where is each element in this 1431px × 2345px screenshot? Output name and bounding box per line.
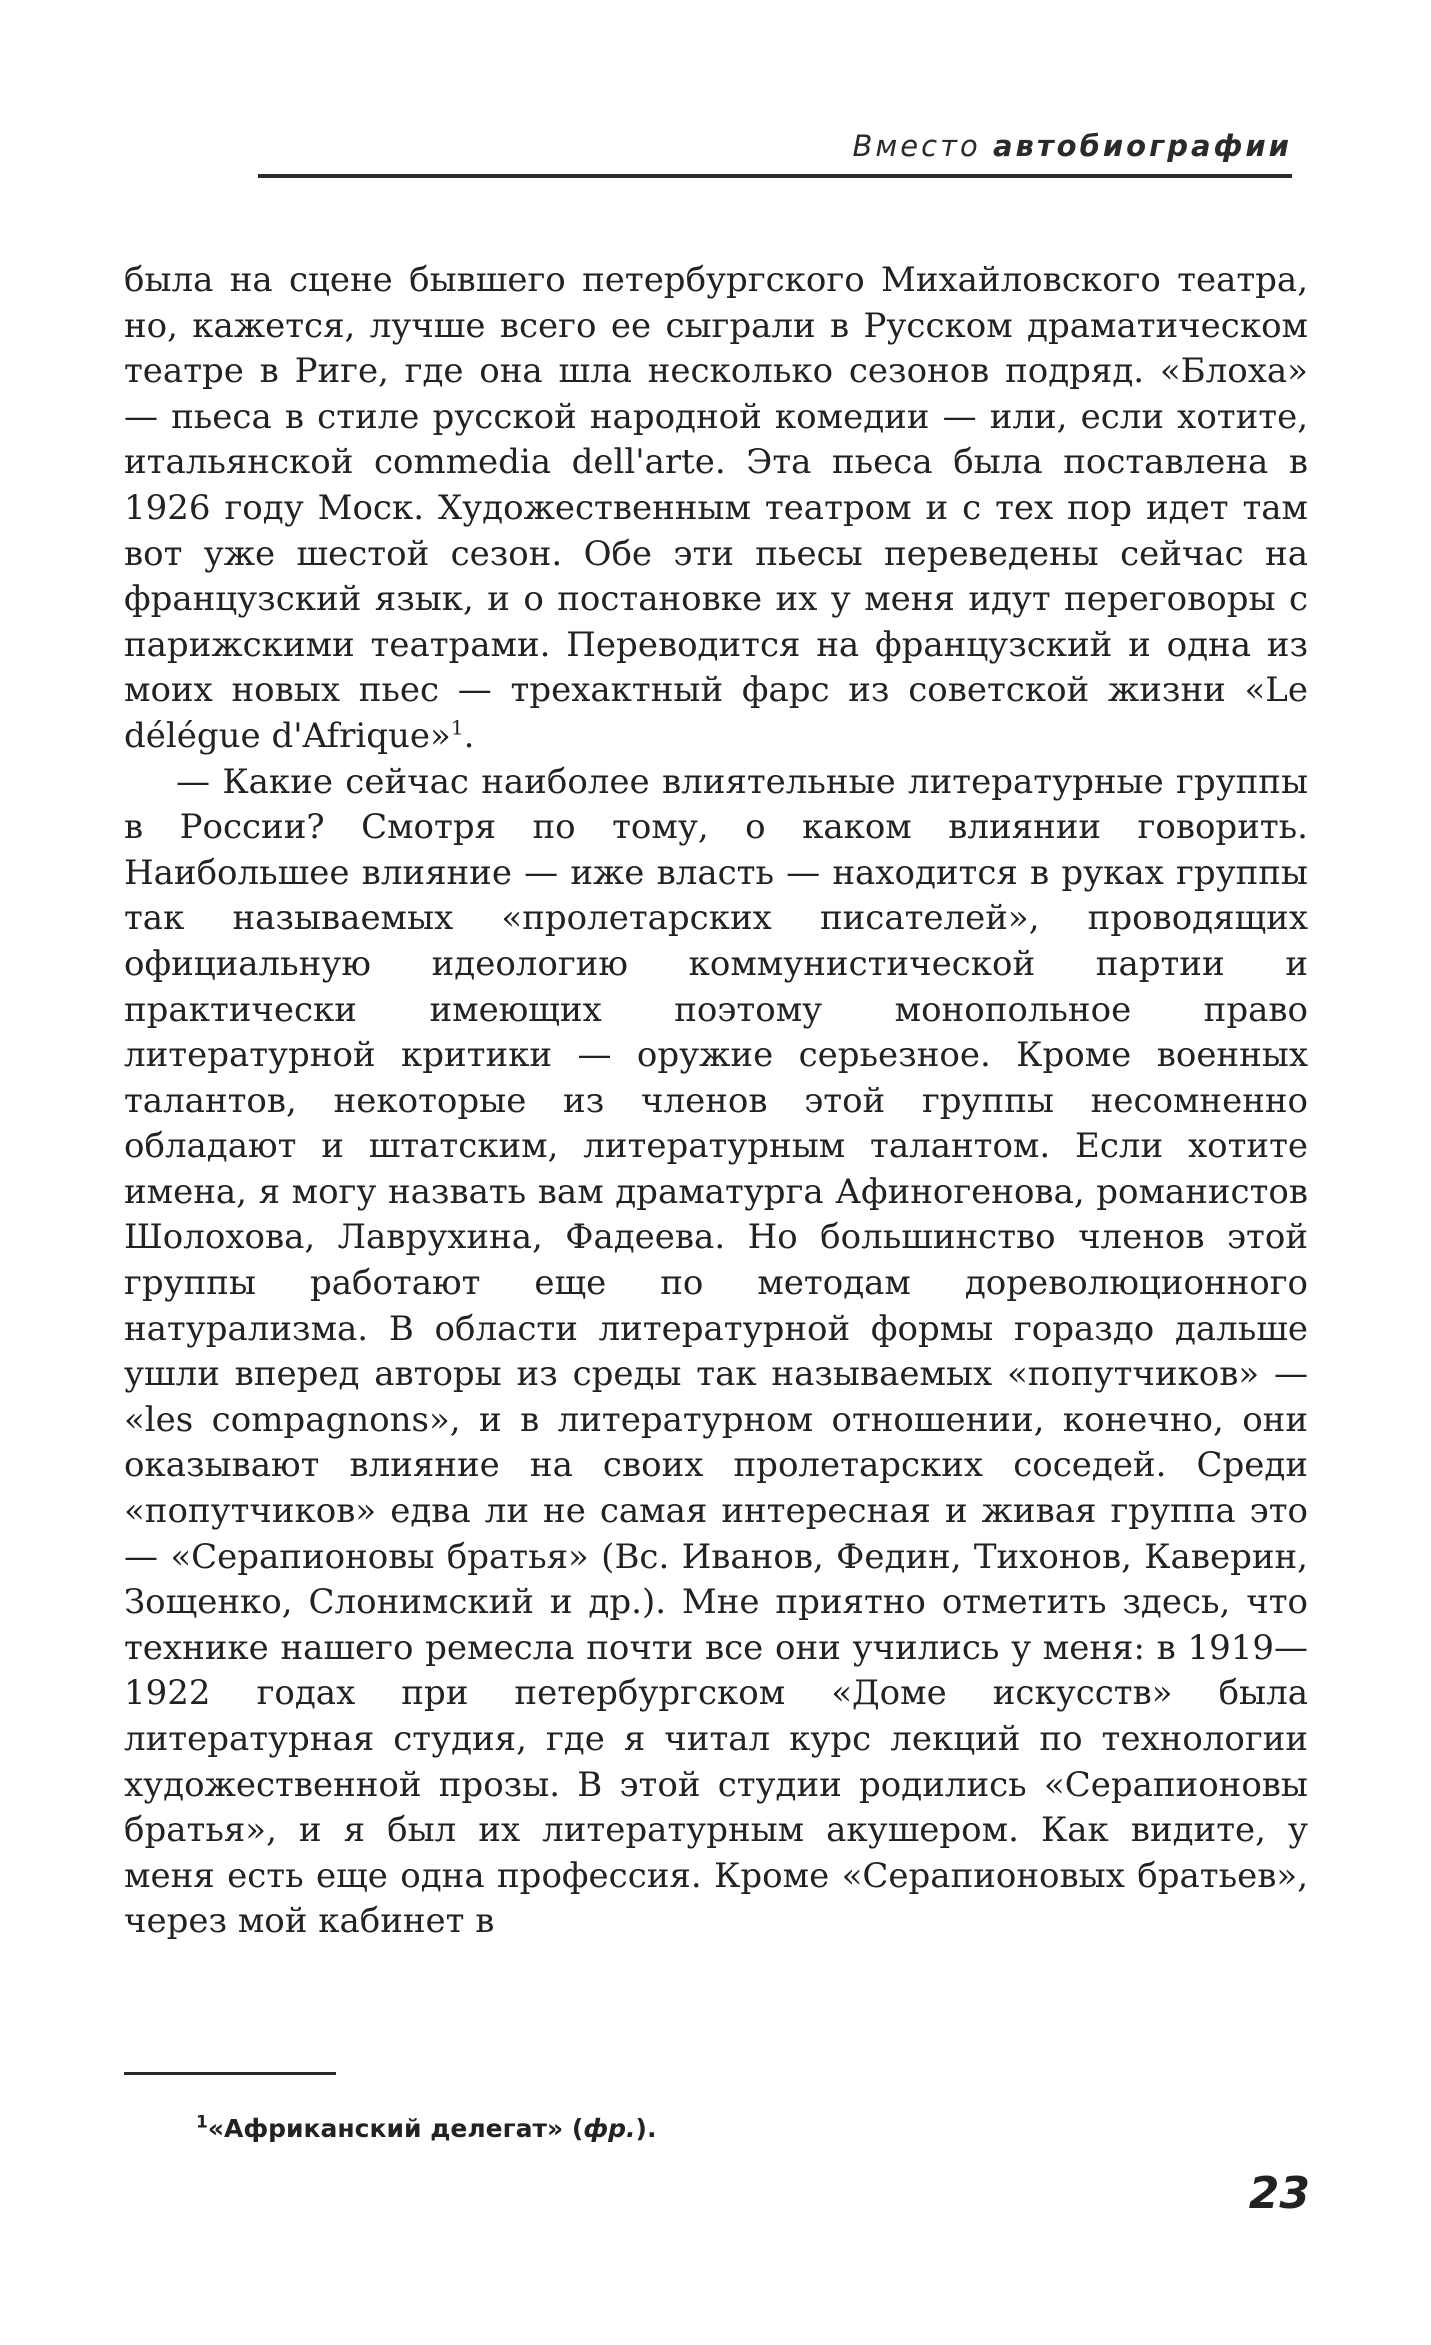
running-header-emphasis: автобиографии	[992, 129, 1292, 163]
running-header-prefix: Вместо	[852, 129, 993, 163]
running-header	[258, 126, 1292, 178]
paragraph-2-text: — Какие сейчас наиболее влиятельные литературные группы в России? Смотря по тому, о каком влиянии говорить. Наибольшее влияние — иже власть — находится в руках группы так называемых «пролетарских писателей», проводящих официальную идеологию коммунистической партии и практически имеющих поэтому монопольное право литературной критики — оружие серьезное. Кроме военных талантов, некоторые из членов этой группы несомненно обладают и штатским, литературным талантом. Если хотите имена, я могу назвать вам драматурга Афиногенова, романистов Шолохова, Лаврухина, Фадеева. Но большинство членов этой группы работают еще по методам дореволюционного натурализма. В области литературной формы гораздо дальше ушли вперед авторы из среды так называемых «попутчиков» — «les compagnons», и в литературном отношении, конечно, они оказывают влияние на своих пролетарских соседей. Среди «попутчиков» едва ли не самая интересная и живая группа это — «Серапионовы братья» (Вс. Иванов, Федин, Тихонов, Каверин, Зощенко, Слонимский и др.). Мне приятно отметить здесь, что технике нашего ремесла почти все они учились у меня: в 1919—1922 годах при петербургском «Доме искусств» была литературная студия, где я читал курс лекций по технологии художественной прозы. В этой студии родились «Серапионовы братья», и я был их литературным акушером. Как видите, у меня есть еще одна профессия. Кроме «Серапионовых братьев», через мой кабинет в	[124, 761, 1308, 1942]
footnote-text: «Африканский делегат» (	[207, 2114, 584, 2143]
footnote	[196, 2112, 1196, 2146]
footnote-marker: 1	[196, 2112, 208, 2133]
paragraph-literary-groups	[124, 760, 1308, 1945]
paragraph-continued	[124, 258, 1308, 760]
footnote-language-abbr: фр.	[583, 2114, 636, 2143]
footnote-reference: 1	[450, 715, 464, 740]
footnote-tail: ).	[635, 2114, 657, 2143]
paragraph-1-text: была на сцене бывшего петербургского Михайловского театра, но, кажется, лучше всего ее сыграли в Русском драматическом театре в Риге, где она шла несколько сезонов подряд. «Блоха» — пьеса в стиле русской народной комедии — или, если хотите, итальянской commedia dell'arte. Эта пьеса была поставлена в 1926 году Моск. Художественным театром и с тех пор идет там вот уже шестой сезон. Обе эти пьесы переведены сейчас на французский язык, и о постановке их у меня идут переговоры с парижскими театрами. Переводится на французский и одна из моих новых пьес — трехактный фарс из советской жизни «Le délégue d'Afrique»	[124, 260, 1308, 756]
page-number: 23	[1248, 2168, 1310, 2219]
paragraph-1-tail: .	[463, 715, 475, 756]
footnote-rule	[124, 2072, 336, 2075]
body-text	[124, 258, 1308, 1945]
